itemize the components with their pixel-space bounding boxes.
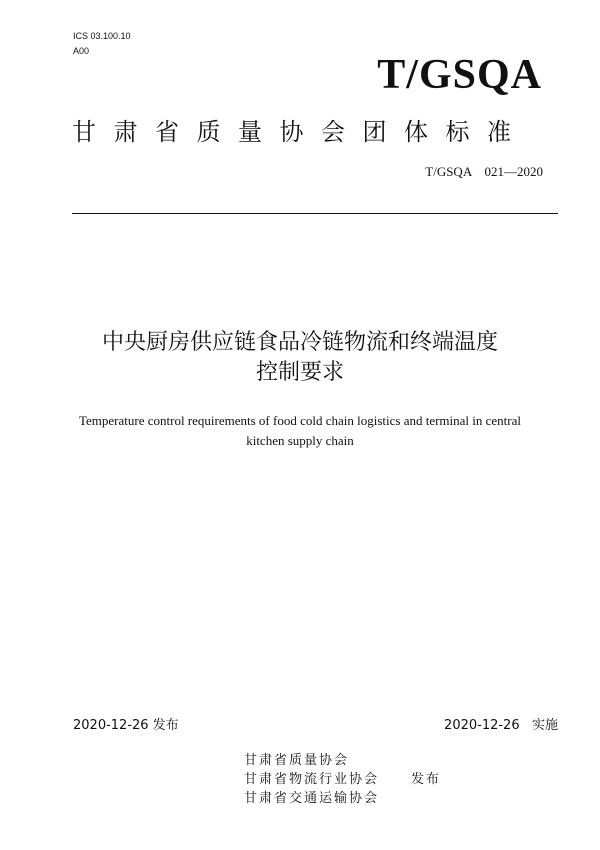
- issue-label: 发布: [411, 772, 442, 787]
- title-chinese-line: 中央厨房供应链食品冷链物流和终端温度: [101, 330, 498, 355]
- title-english-line: Temperature control requirements of food cold chain logistics and terminal in central: [78, 413, 522, 428]
- title-english-line: kitchen supply chain: [246, 433, 354, 448]
- header-divider: [72, 213, 558, 214]
- organization-title: 甘肃省质量协会团体标准: [72, 118, 529, 146]
- document-title-chinese: [40, 328, 560, 388]
- standard-number: T/GSQA 021—2020: [425, 164, 543, 179]
- issuer-name: 甘肃省交通运输协会: [244, 791, 380, 806]
- document-title-english: [40, 411, 560, 451]
- standard-code-logo: T/GSQA: [377, 52, 542, 98]
- issue-date: 2020-12-26 发布: [73, 718, 179, 733]
- title-chinese-line: 控制要求: [255, 360, 344, 385]
- issuer-name: 甘肃省质量协会: [244, 753, 350, 768]
- issuing-organizations: [244, 752, 379, 809]
- issuer-name: 甘肃省物流行业协会: [244, 772, 380, 787]
- ccs-code: A00: [73, 46, 90, 56]
- ics-code: ICS 03.100.10: [73, 31, 131, 41]
- implementation-date: 2020-12-26 实施: [444, 718, 558, 733]
